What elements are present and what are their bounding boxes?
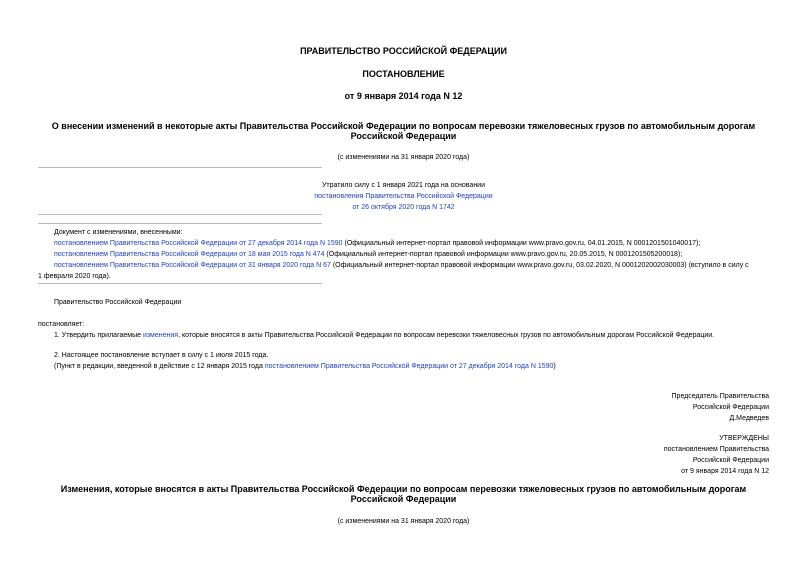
changes-title-line2: Российской Федерации xyxy=(350,494,457,504)
document-type: ПОСТАНОВЛЕНИЕ xyxy=(362,69,445,79)
changes-title xyxy=(0,484,807,504)
paragraph-2-note xyxy=(54,361,556,372)
amendment-link-474[interactable]: постановлением Правительства Российской Федерации от 18 мая 2015 года N 474 xyxy=(54,251,325,258)
amendment-item xyxy=(38,238,773,249)
document-title-line1: О внесении изменений в некоторые акты Правительства Российской Федерации по вопросам перевозки тяжеловесных грузов по автомобильным дорогам xyxy=(51,121,756,131)
changes-revision-note: (с изменениями на 31 января 2020 года) xyxy=(337,518,470,525)
amendment-item xyxy=(38,249,773,260)
amendment-source: (Официальный интернет-портал правовой информации www.pravo.gov.ru, 20.05.2015, N 0001201505200018); xyxy=(324,251,683,258)
amendment-item xyxy=(38,260,773,271)
approved-label: УТВЕРЖДЕНЫ xyxy=(719,435,769,442)
amendments-intro: Документ с изменениями, внесенными: xyxy=(54,229,183,236)
document-title xyxy=(0,121,807,141)
paragraph-1-text: 1. Утвердить прилагаемые xyxy=(54,332,143,339)
document-title-line2: Российской Федерации xyxy=(350,131,457,141)
changes-title-line1: Изменения, которые вносятся в акты Правительства Российской Федерации по вопросам перевозки тяжеловесных грузов по автомобильным дорогам xyxy=(60,484,747,494)
paragraph-2-note-end: ) xyxy=(553,363,556,370)
approved-by: постановлением Правительства xyxy=(663,446,769,453)
signature-name: Д.Медведев xyxy=(729,415,769,422)
paragraph-1-text-end: , которые вносятся в акты Правительства Российской Федерации по вопросам перевозки тяжеловесных грузов по автомобильным дорогам Российской Федерации. xyxy=(178,332,715,339)
changes-link[interactable]: изменения xyxy=(142,332,179,339)
amendments-block xyxy=(38,227,773,282)
divider xyxy=(38,283,322,284)
paragraph-2-note-text: (Пункт в редакции, введенной в действие с 12 января 2015 года xyxy=(54,363,265,370)
divider xyxy=(38,167,322,168)
approved-block xyxy=(664,433,769,477)
paragraph-2: 2. Настоящее постановление вступает в силу с 1 июля 2015 года. xyxy=(54,352,269,359)
paragraph-1 xyxy=(54,330,714,341)
signature-position: Председатель Правительства xyxy=(671,393,769,400)
revision-note: (с изменениями на 31 января 2020 года) xyxy=(337,154,470,161)
body-resolves: постановляет: xyxy=(38,321,85,328)
amendment-source: (Официальный интернет-портал правовой информации www.pravo.gov.ru, 03.02.2020, N 0001202002030003) (вступило в силу с xyxy=(330,262,749,269)
paragraph-2-note-link[interactable]: постановлением Правительства Российской Федерации от 27 декабря 2014 года N 1590 xyxy=(264,363,554,370)
body-government: Правительство Российской Федерации xyxy=(54,299,182,306)
amendment-continuation: 1 февраля 2020 года). xyxy=(38,273,111,280)
amendment-source: (Официальный интернет-портал правовой информации www.pravo.gov.ru, 04.01.2015, N 0001201501040017); xyxy=(342,240,701,247)
approved-date: от 9 января 2014 года N 12 xyxy=(681,468,769,475)
expired-notice-text: Утратило силу с 1 января 2021 года на основании xyxy=(321,182,486,189)
signature-country: Российской Федерации xyxy=(692,404,769,411)
signature-block xyxy=(672,391,769,424)
expired-link-decree[interactable]: постановления Правительства Российской Федерации xyxy=(314,193,493,200)
expired-notice xyxy=(0,180,807,213)
divider xyxy=(38,214,322,215)
amendment-link-67[interactable]: постановлением Правительства Российской Федерации от 31 января 2020 года N 67 xyxy=(54,262,331,269)
document-date-number: от 9 января 2014 года N 12 xyxy=(344,91,463,101)
government-header: ПРАВИТЕЛЬСТВО РОССИЙСКОЙ ФЕДЕРАЦИИ xyxy=(300,46,507,56)
divider xyxy=(38,223,322,224)
approved-country: Российской Федерации xyxy=(692,457,769,464)
amendment-link-1590[interactable]: постановлением Правительства Российской Федерации от 27 декабря 2014 года N 1590 xyxy=(54,240,343,247)
expired-link-date[interactable]: от 26 октября 2020 года N 1742 xyxy=(352,204,455,211)
